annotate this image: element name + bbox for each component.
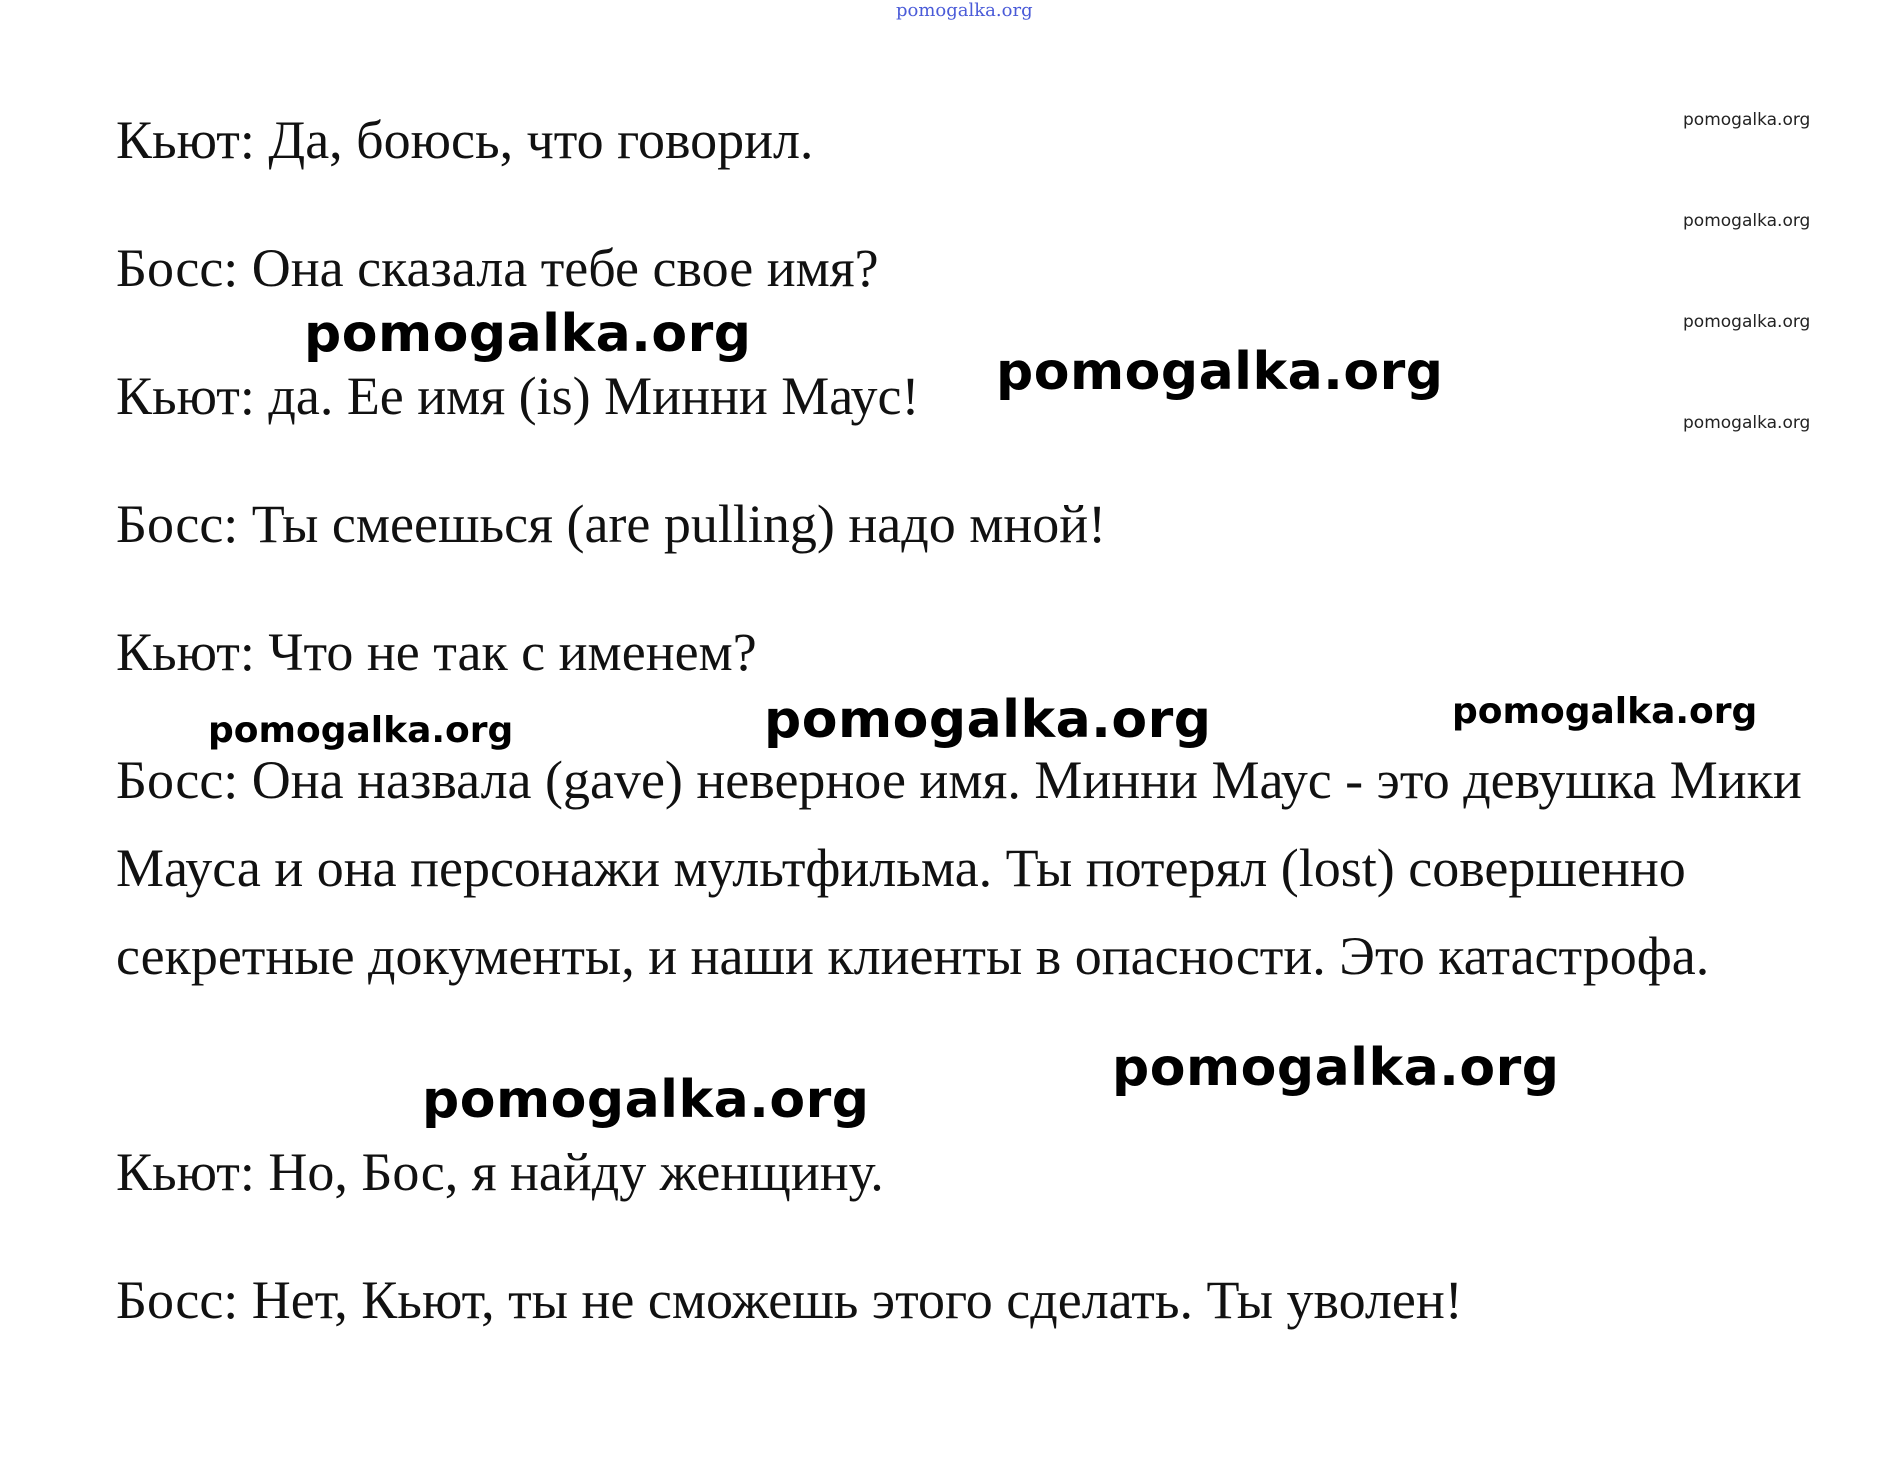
dialogue-line: Кьют: Что не так с именем? <box>116 622 757 682</box>
dialogue-line: Кьют: да. Ее имя (is) Минни Маус! <box>116 366 920 426</box>
dialogue-paragraph: Босс: Она назвала (gave) неверное имя. Минни Маус - это девушка Мики Мауса и она персонажи мультфильма. Ты потерял (lost) совершенно секретные документы, и наши клиенты в опасности. Это катастрофа. <box>116 750 1802 986</box>
overlay-watermark: pomogalka.org <box>1112 1038 1560 1098</box>
dialogue-line: Босс: Ты смеешься (are pulling) надо мной! <box>116 494 1107 554</box>
overlay-watermark: pomogalka.org <box>304 304 752 364</box>
top-watermark: pomogalka.org <box>896 0 1033 21</box>
side-watermark: pomogalka.org <box>1683 312 1811 332</box>
overlay-watermark: pomogalka.org <box>422 1070 870 1130</box>
dialogue-line: Босс: Нет, Кьют, ты не сможешь этого сделать. Ты уволен! <box>116 1270 1463 1330</box>
overlay-watermark: pomogalka.org <box>764 690 1212 750</box>
overlay-watermark: pomogalka.org <box>996 342 1444 402</box>
side-watermark: pomogalka.org <box>1683 110 1811 130</box>
dialogue-line: Кьют: Но, Бос, я найду женщину. <box>116 1142 884 1202</box>
overlay-watermark: pomogalka.org <box>1452 691 1758 732</box>
side-watermark: pomogalka.org <box>1683 413 1811 433</box>
dialogue-line: Босс: Она сказала тебе свое имя? <box>116 238 879 298</box>
dialogue-line: Кьют: Да, боюсь, что говорил. <box>116 110 814 170</box>
side-watermark: pomogalka.org <box>1683 211 1811 231</box>
overlay-watermark: pomogalka.org <box>208 710 514 751</box>
